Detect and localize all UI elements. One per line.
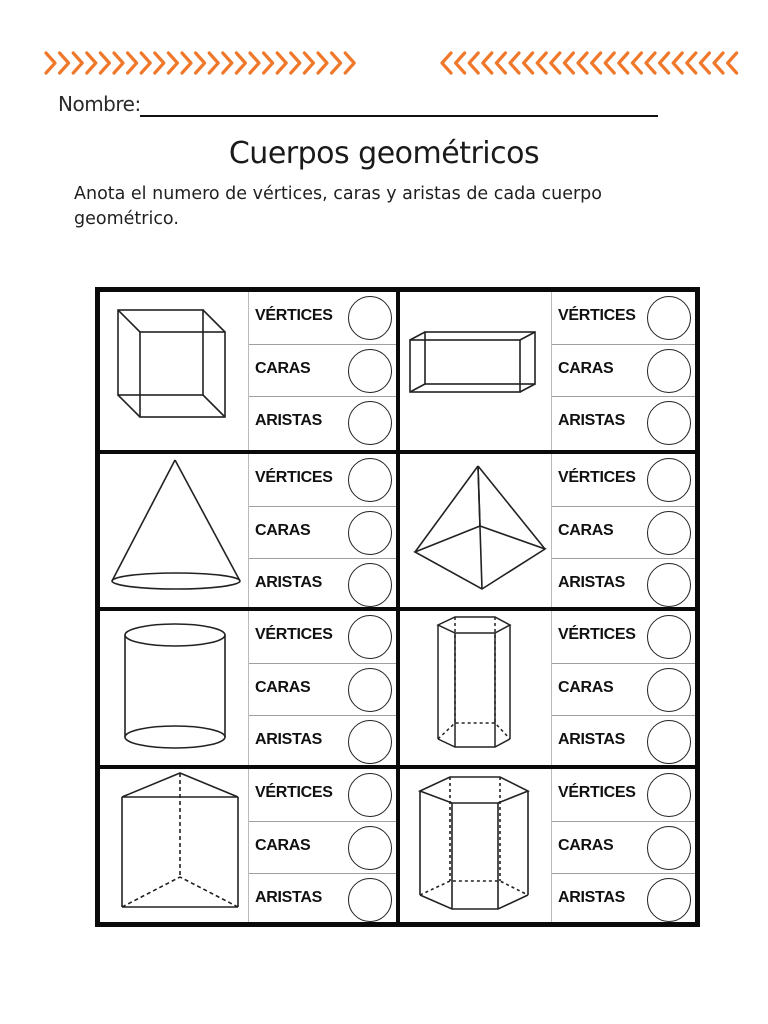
chevron-mark [345,53,354,73]
chevron-mark [605,53,614,73]
chevron-mark [564,53,573,73]
chevron-mark [510,53,519,73]
vertices-row [552,454,695,506]
chevron-mark [524,53,533,73]
aristas-row [249,558,396,610]
chevron-mark [250,53,259,73]
chevron-mark [551,53,560,73]
vertices-label: VÉRTICES [255,626,333,643]
aristas-label: ARISTAS [255,573,322,591]
vertices-row [249,454,396,506]
chevron-mark [277,53,286,73]
aristas-label: ARISTAS [255,731,322,748]
aristas-row [249,715,396,767]
vertices-label: VÉRTICES [255,307,333,324]
caras-row [552,506,695,558]
chevron-mark [483,53,492,73]
chevron-mark [687,53,696,73]
caras-row [249,506,396,558]
page-title: Cuerpos geométricos [228,136,540,171]
chevron-mark [442,53,451,73]
cone-icon [100,454,248,608]
vertices-row [552,611,695,663]
vertices-answer-circle[interactable] [348,458,392,502]
shape-cell [396,611,551,765]
triangular-prism-icon [100,769,248,923]
chevron-mark [537,53,546,73]
vertices-row [552,769,695,821]
caras-row [249,344,396,396]
chevron-mark [660,53,669,73]
chevron-mark [456,53,465,73]
shape-cell [100,611,248,765]
properties-cell [551,769,695,923]
chevron-mark [155,53,164,73]
shape-cell [396,454,551,608]
caras-answer-circle[interactable] [647,826,691,870]
chevron-mark [469,53,478,73]
caras-label: CARAS [558,521,614,539]
aristas-label: ARISTAS [558,412,625,429]
chevron-mark [128,53,137,73]
rectangular-prism-icon [400,292,551,450]
properties-cell [248,769,396,923]
caras-label: CARAS [255,836,311,854]
aristas-answer-circle[interactable] [647,563,691,607]
vertices-answer-circle[interactable] [647,296,691,340]
properties-cell [551,454,695,608]
caras-answer-circle[interactable] [348,511,392,555]
chevron-mark [700,53,709,73]
caras-answer-circle[interactable] [647,349,691,393]
chevron-mark [60,53,69,73]
name-row [58,92,658,122]
shape-cell [100,292,248,450]
chevron-mark [182,53,191,73]
shape-cell [100,769,248,923]
table-row [100,450,695,608]
cylinder-icon [100,611,248,765]
chevron-mark [209,53,218,73]
aristas-row [552,558,695,610]
caras-label: CARAS [558,360,614,377]
caras-row [552,344,695,396]
chevron-mark [264,53,273,73]
vertices-row [552,292,695,344]
properties-cell [551,611,695,765]
chevron-mark [714,53,723,73]
aristas-answer-circle[interactable] [647,720,691,764]
properties-cell [248,292,396,450]
chevron-mark [46,53,55,73]
chevron-mark [114,53,123,73]
worksheet-table [95,287,700,927]
name-label: Nombre: [58,92,141,116]
caras-row [552,821,695,873]
aristas-row [552,396,695,448]
chevron-mark [196,53,205,73]
chevron-mark [332,53,341,73]
properties-cell [248,611,396,765]
vertices-answer-circle[interactable] [647,773,691,817]
vertices-label: VÉRTICES [558,626,636,643]
chevron-mark [87,53,96,73]
vertices-label: VÉRTICES [255,783,333,801]
hexagonal-prism-icon [400,611,551,765]
aristas-answer-circle[interactable] [647,401,691,445]
properties-cell [551,292,695,450]
chevron-mark [632,53,641,73]
chevron-mark [223,53,232,73]
table-row [100,292,695,450]
chevron-banner-right [440,49,748,77]
aristas-label: ARISTAS [558,888,625,906]
table-row [100,607,695,765]
aristas-label: ARISTAS [255,888,322,906]
chevron-mark [304,53,313,73]
chevron-mark [578,53,587,73]
vertices-answer-circle[interactable] [348,296,392,340]
chevron-mark [141,53,150,73]
chevron-mark [619,53,628,73]
chevron-mark [646,53,655,73]
hexagonal-prism-icon [400,769,551,923]
name-line[interactable] [140,115,658,117]
caras-label: CARAS [558,836,614,854]
chevron-mark [318,53,327,73]
vertices-row [249,611,396,663]
aristas-answer-circle[interactable] [348,720,392,764]
caras-row [249,663,396,715]
chevron-mark [592,53,601,73]
chevron-mark [100,53,109,73]
caras-answer-circle[interactable] [348,349,392,393]
caras-row [249,821,396,873]
aristas-row [552,715,695,767]
caras-answer-circle[interactable] [348,668,392,712]
caras-label: CARAS [255,521,311,539]
vertices-answer-circle[interactable] [348,773,392,817]
chevron-mark [728,53,737,73]
vertices-label: VÉRTICES [255,468,333,486]
vertices-row [249,292,396,344]
aristas-row [249,396,396,448]
vertices-label: VÉRTICES [558,783,636,801]
aristas-answer-circle[interactable] [348,563,392,607]
aristas-label: ARISTAS [255,412,322,429]
vertices-answer-circle[interactable] [348,615,392,659]
caras-answer-circle[interactable] [348,826,392,870]
chevron-mark [291,53,300,73]
vertices-label: VÉRTICES [558,468,636,486]
caras-label: CARAS [255,360,311,377]
shape-cell [100,454,248,608]
chevron-mark [673,53,682,73]
caras-label: CARAS [255,679,311,696]
aristas-answer-circle[interactable] [348,878,392,922]
aristas-row [249,873,396,925]
table-row [100,765,695,923]
vertices-answer-circle[interactable] [647,458,691,502]
chevron-banner-left [44,49,356,77]
square-pyramid-icon [400,454,551,608]
shape-cell [396,769,551,923]
caras-row [552,663,695,715]
vertices-row [249,769,396,821]
cube-icon [100,292,248,450]
instructions: Anota el numero de vértices, caras y aristas de cada cuerpo geométrico. [74,184,602,229]
chevron-mark [73,53,82,73]
caras-label: CARAS [558,679,614,696]
caras-answer-circle[interactable] [647,668,691,712]
vertices-answer-circle[interactable] [647,615,691,659]
aristas-label: ARISTAS [558,731,625,748]
aristas-row [552,873,695,925]
chevron-mark [236,53,245,73]
vertices-label: VÉRTICES [558,307,636,324]
properties-cell [248,454,396,608]
aristas-label: ARISTAS [558,573,625,591]
caras-answer-circle[interactable] [647,511,691,555]
aristas-answer-circle[interactable] [647,878,691,922]
chevron-mark [496,53,505,73]
chevron-mark [168,53,177,73]
aristas-answer-circle[interactable] [348,401,392,445]
shape-cell [396,292,551,450]
